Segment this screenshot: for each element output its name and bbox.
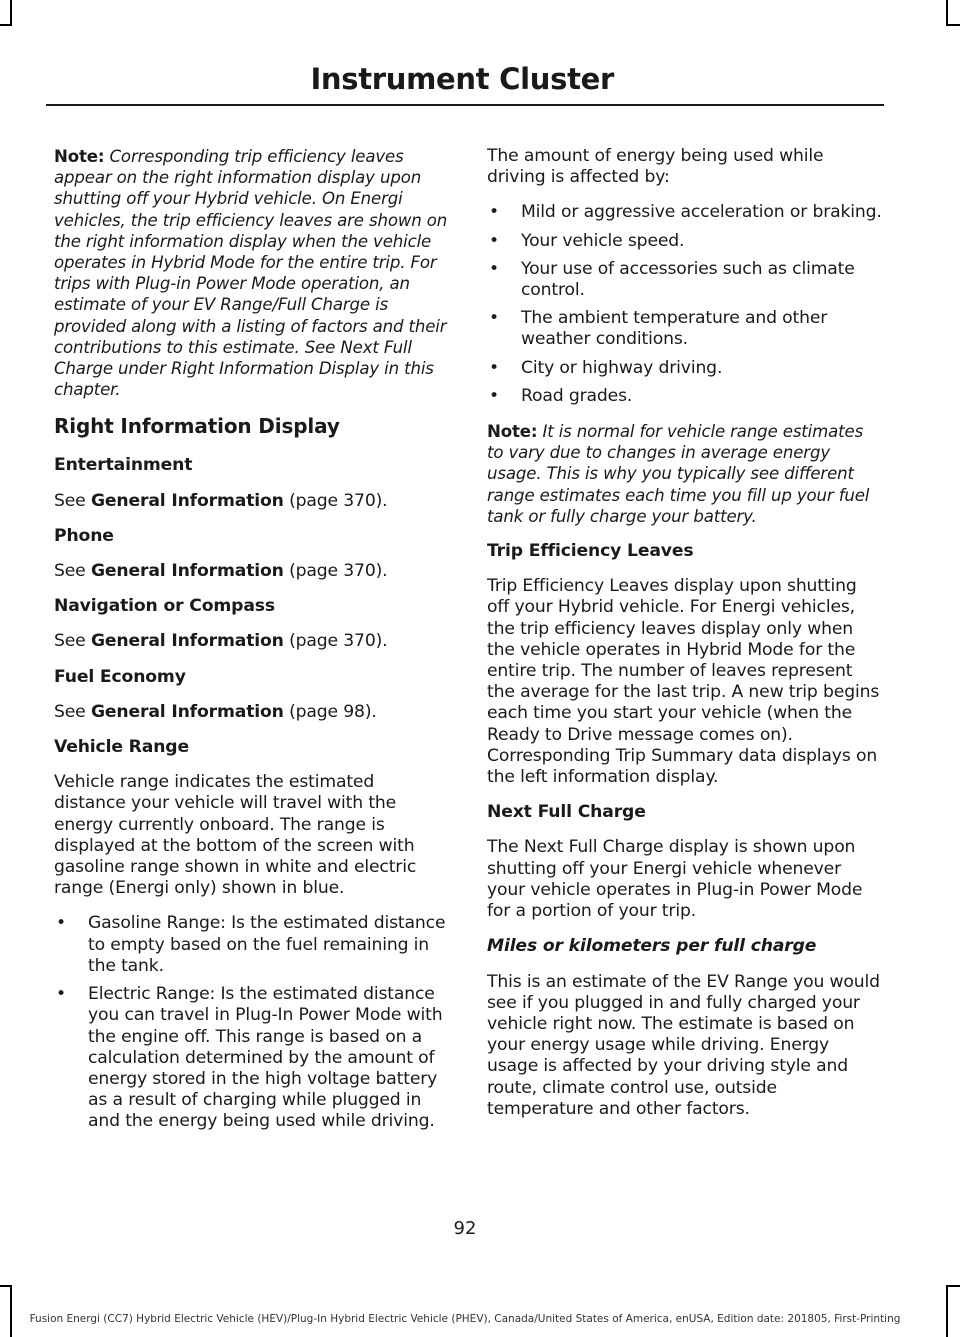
heading-navigation-or-compass: Navigation or Compass <box>54 596 275 617</box>
page-number: 92 <box>453 1218 477 1239</box>
crop-mark-top-left-vertical <box>10 0 12 24</box>
note-range-estimates <box>487 421 883 527</box>
see-text: See <box>54 701 86 722</box>
left-column <box>54 146 450 1147</box>
cross-reference-link[interactable]: General Information <box>90 631 284 652</box>
crop-mark-bottom-left-vertical <box>10 1287 12 1337</box>
note-text: Corresponding trip efficiency leaves appear on the right information display upon shutting off your Hybrid vehicle. On Energi vehicles, the trip efficiency leaves are shown on the right information display when the vehicle operates in Hybrid Mode for the entire trip. For trips with Plug-in Power Mode operation, an estimate of your EV Range/Full Charge is provided along with a listing of factors and their contributions to this estimate. See Next Full Charge under Right Information Display in this chapter. <box>54 147 448 400</box>
heading-miles-per-full-charge: Miles or kilometers per full charge <box>487 936 817 957</box>
entertainment-reference <box>54 491 450 512</box>
heading-fuel-economy: Fuel Economy <box>54 666 186 687</box>
note-trip-efficiency <box>54 146 450 400</box>
page-reference: (page 370). <box>289 631 388 652</box>
energy-factors-list <box>487 202 883 407</box>
crop-mark-bottom-right-horizontal <box>946 1285 960 1287</box>
list-item: • Gasoline Range: Is the estimated distance to empty based on the fuel remaining in the tank. <box>54 913 450 977</box>
see-text: See <box>54 561 86 582</box>
fuel-economy-reference <box>54 702 450 723</box>
page-reference: (page 370). <box>289 561 388 582</box>
right-column <box>487 146 883 1134</box>
list-item: • Mild or aggressive acceleration or braking. <box>487 202 883 223</box>
cross-reference-link[interactable]: General Information <box>90 701 284 722</box>
page-reference: (page 98). <box>289 701 377 722</box>
page-reference: (page 370). <box>289 490 388 511</box>
cross-reference-link[interactable]: General Information <box>90 490 284 511</box>
note-label: Note: <box>54 147 105 166</box>
crop-mark-bottom-left-horizontal <box>0 1285 12 1287</box>
section-title-right-information-display: Right Information Display <box>54 414 340 439</box>
list-item: • Your vehicle speed. <box>487 231 883 252</box>
header-divider <box>46 104 884 106</box>
crop-mark-top-right-vertical <box>946 0 948 24</box>
see-text: See <box>54 490 86 511</box>
note-text: It is normal for vehicle range estimates to vary due to changes in average energy usage. This is why you typically see different range estimates each time you fill up your fuel tank or fully charge your battery. <box>487 422 870 526</box>
heading-vehicle-range: Vehicle Range <box>54 737 189 758</box>
cross-reference-link[interactable]: General Information <box>90 561 284 582</box>
crop-mark-bottom-right-vertical <box>946 1287 948 1337</box>
miles-per-full-charge-paragraph: This is an estimate of the EV Range you would see if you plugged in and fully charged your vehicle right now. The estimate is based on your energy usage while driving. Energy usage is affected by your driving style and route, climate control use, outside temperature and other factors. <box>487 971 880 1119</box>
crop-mark-top-left-horizontal <box>0 24 12 26</box>
heading-entertainment: Entertainment <box>54 455 193 476</box>
next-full-charge-paragraph: The Next Full Charge display is shown upon shutting off your Energi vehicle whenever your vehicle operates in Plug-in Power Mode for a portion of your trip. <box>487 837 863 922</box>
footer-edition-info: Fusion Energi (CC7) Hybrid Electric Vehicle (HEV)/Plug-In Hybrid Electric Vehicle (PHEV), Canada/United States of America, enUSA, Edition date: 201805, First-Printing <box>29 1313 901 1325</box>
crop-mark-top-right-horizontal <box>946 24 960 26</box>
list-item: • Your use of accessories such as climate control. <box>487 259 883 301</box>
vehicle-range-list <box>54 913 450 1132</box>
list-item: • The ambient temperature and other weather conditions. <box>487 308 883 350</box>
see-text: See <box>54 631 86 652</box>
page-header-title: Instrument Cluster <box>310 62 614 96</box>
phone-reference <box>54 561 450 582</box>
list-item: • Road grades. <box>487 386 883 407</box>
heading-trip-efficiency-leaves: Trip Efficiency Leaves <box>487 541 694 562</box>
navigation-reference <box>54 631 450 652</box>
vehicle-range-paragraph: Vehicle range indicates the estimated distance your vehicle will travel with the energy currently onboard. The range is displayed at the bottom of the screen with gasoline range shown in white and electric range (Energi only) shown in blue. <box>54 772 417 899</box>
energy-usage-intro: The amount of energy being used while driving is affected by: <box>487 146 824 188</box>
list-item: • City or highway driving. <box>487 358 883 379</box>
note-label: Note: <box>487 422 538 442</box>
trip-efficiency-leaves-paragraph: Trip Efficiency Leaves display upon shutting off your Hybrid vehicle. For Energi vehicles, the trip efficiency leaves display only when the vehicle operates in Hybrid Mode for the entire trip. The number of leaves represent the average for the last trip. A new trip begins each time you start your vehicle (when the Ready to Drive message comes on). Corresponding Trip Summary data displays on the left information display. <box>487 576 880 788</box>
heading-next-full-charge: Next Full Charge <box>487 802 646 823</box>
heading-phone: Phone <box>54 525 114 546</box>
list-item: • Electric Range: Is the estimated distance you can travel in Plug-In Power Mode with the engine off. This range is based on a calculation determined by the amount of energy stored in the high voltage battery as a result of charging while plugged in and the energy being used while driving. <box>54 984 450 1132</box>
